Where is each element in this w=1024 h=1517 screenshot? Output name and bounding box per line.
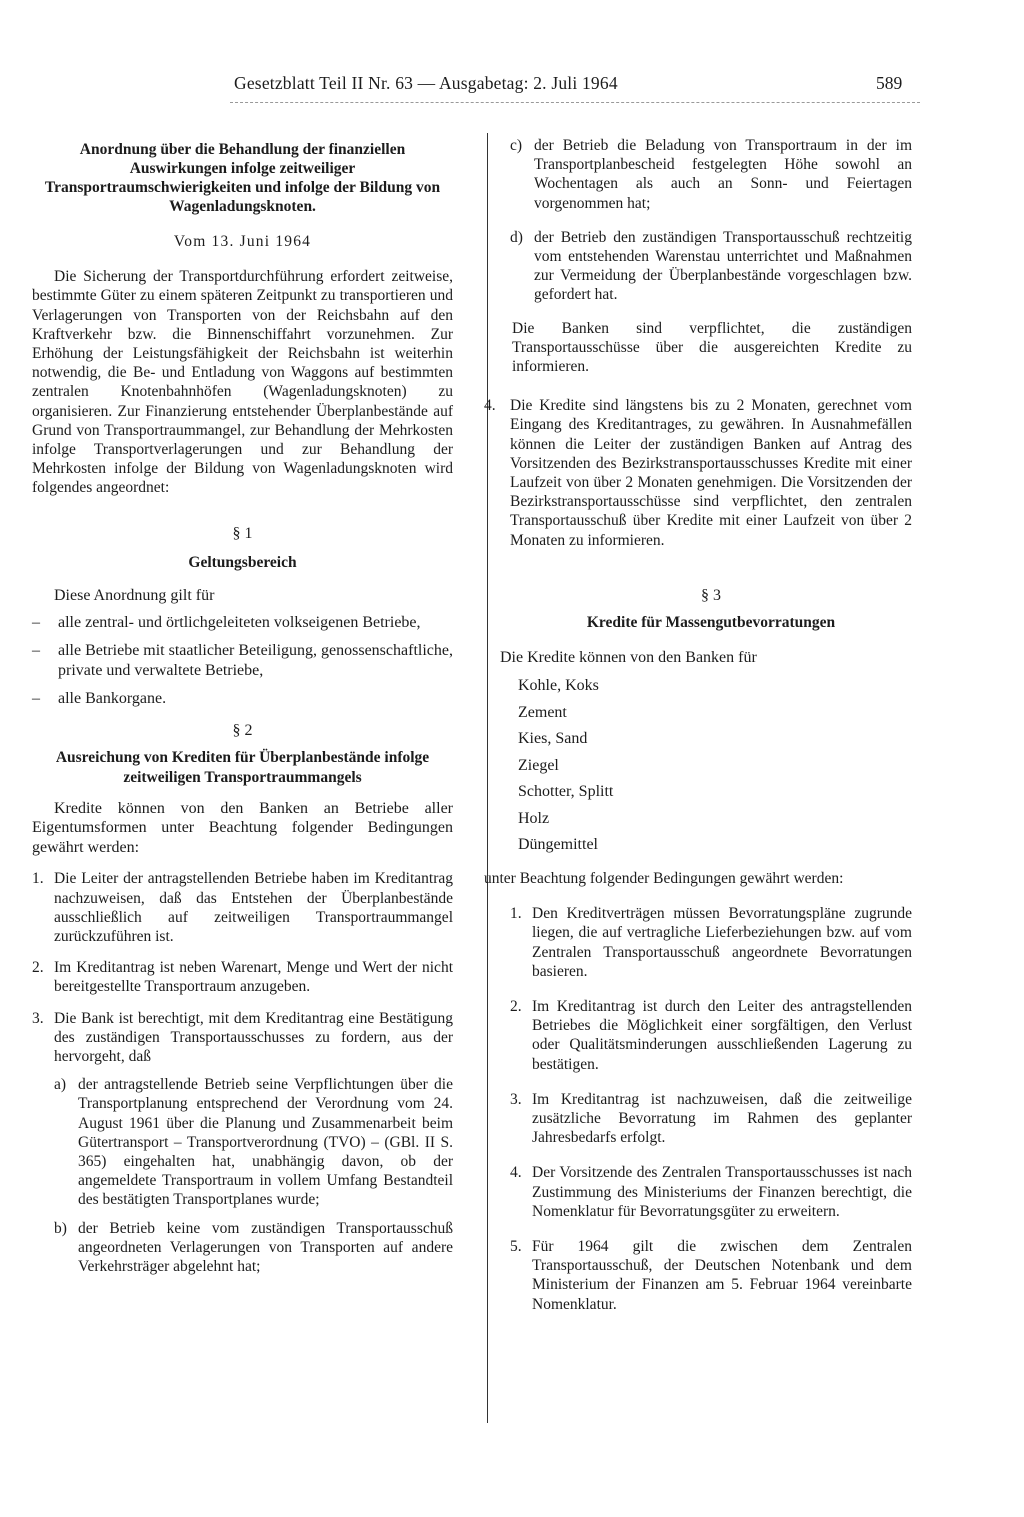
item-number: 1. [510, 905, 522, 923]
item-text: Die Bank ist berechtigt, mit dem Kreditantrag eine Bestätigung des zuständigen Transportausschusses zu fordern, aus der hervorgeht, daß [54, 1009, 453, 1065]
item-text: Im Kreditantrag ist nachzuweisen, daß die zeitweilige zusätzliche Bevorratung im Rahmen des geplanter Jahresbedarfs erfolgt. [532, 1090, 912, 1147]
header-rule [230, 102, 920, 103]
list-item [32, 689, 453, 709]
sub-item-letter: b) [54, 1219, 67, 1237]
list-item-text: alle zentral- und örtlichgeleiteten volkseigenen Betriebe, [58, 614, 421, 632]
goods-list [510, 673, 912, 859]
item-number: 2. [32, 959, 44, 977]
gazette-title: Gesetzblatt Teil II Nr. 63 — Ausgabetag: 2. Juli 1964 [234, 73, 618, 93]
numbered-item [510, 1237, 912, 1314]
goods-item: Kohle, Koks [518, 677, 599, 695]
left-column [32, 140, 453, 1276]
section-1-mark: § 1 [232, 524, 253, 542]
sub-item [54, 1219, 453, 1277]
section-2-heading: Ausreichung von Krediten für Überplanbestände infolge zeitweiligen Transportraummangels [55, 749, 430, 786]
item-number: 4. [484, 397, 496, 415]
section-3-mark: § 3 [701, 586, 721, 604]
item-text: Die Leiter der antragstellenden Betriebe haben im Kreditantrag nachzuweisen, daß das Entstehen der Überplanbestände ausschließlich auf zeitweiligen Transportraummangel zurückzuführen ist. [54, 870, 453, 945]
sub-item [510, 136, 912, 213]
sub-item-letter: c) [510, 137, 523, 154]
sub-item-letter: d) [510, 228, 523, 246]
item-text: Der Vorsitzende des Zentralen Transportausschusses ist nach Zustimmung des Ministeriums der Finanzen berechtigt, die Nomenklatur für Bevorratungsgüter zu erweitern. [532, 1164, 912, 1220]
goods-item: Holz [518, 809, 550, 827]
goods-item: Kies, Sand [518, 730, 588, 748]
section-2-mark: § 2 [232, 722, 253, 740]
page-header [0, 73, 1024, 97]
item-text: Die Kredite sind längstens bis zu 2 Monaten, gerechnet vom Eingang des Kreditantrages, zu gewähren. In Ausnahmefällen können die Leiter der zuständigen Banken auf Antrag des Vorsitzenden des Bezirkstransportausschusses Kredite mit einer Laufzeit von über 2 Monaten genehmigen. Die Vorsitzenden der Bezirkstransportausschüsse sind verpflichtet, den zentralen Transportausschuß über Kredite mit einer Laufzeit von über 2 Monaten zu informieren. [510, 397, 912, 549]
banks-note: Die Banken sind verpflichtet, die zuständigen Transportausschüsse über die ausgereichten Kredite zu informieren. [512, 319, 912, 376]
numbered-item [510, 997, 912, 1074]
numbered-item [32, 869, 453, 946]
list-item-text: alle Betriebe mit staatlicher Beteiligung, genossenschaftliche, private und verwaltete Betriebe, [58, 642, 453, 680]
numbered-item [32, 958, 453, 996]
conditions-lead: unter Beachtung folgender Bedingungen gewährt werden: [484, 869, 844, 887]
goods-item: Ziegel [518, 756, 559, 774]
sub-list [32, 1075, 453, 1276]
section-3-lead: Die Kredite können von den Banken für [500, 649, 757, 667]
sub-item-text: der Betrieb die Beladung von Transportraum in der im Transportplanbescheid festgelegten Höhe sowohl an Wochentagen als auch an Sonn- und Feiertagen vorgenommen hat; [534, 137, 912, 212]
item-number: 5. [510, 1238, 522, 1256]
goods-item: Zement [518, 703, 567, 721]
sub-item [510, 228, 912, 305]
section-2-lead: Kredite können von den Banken an Betriebe aller Eigentumsformen unter Beachtung folgender Bedingungen gewährt werden: [32, 799, 453, 856]
item-number: 2. [510, 997, 522, 1015]
page-number: 589 [876, 73, 903, 93]
dash-marker: – [32, 614, 40, 632]
list-item-text: alle Bankorgane. [58, 690, 167, 708]
preamble: Die Sicherung der Transportdurchführung erfordert zeitweise, bestimmte Güter zu einem späteren Zeitpunkt zu transportieren und Verlagerungen von Transporten von der Reichsbahn auf den Kraftverkehr bzw. die Binnenschiffahrt vorzunehmen. Zur Erhöhung der Leistungsfähigkeit der Reichsbahn ist weiterhin notwendig, die Be- und Entladung von Waggons auf bestimmten zentralen Knotenbahnhöfen (Wagenladungsknoten) zu organisieren. Zur Finanzierung entstehender Überplanbestände auf Grund von Transportraummangel, zur Behandlung der Mehrkosten infolge Transportverlagerungen und zur Behandlung der Mehrkosten infolge der Bildung von Wagenladungsknoten wird folgendes angeordnet: [32, 268, 453, 497]
document-title: Anordnung über die Behandlung der finanziellen Auswirkungen infolge zeitweiliger Transportraumschwierigkeiten und infolge der Bildung von Wagenladungsknoten. [44, 141, 441, 215]
item-text: Im Kreditantrag ist durch den Leiter des antragstellenden Betriebes die Möglichkeit einer sorgfältigen, den Verlust oder Qualitätsminderungen ausschließenden Lagerung zu bestätigen. [532, 997, 912, 1073]
sub-item-text: der antragstellende Betrieb seine Verpflichtungen über die Transportplanung entsprechend der Verordnung vom 24. August 1961 über die Planung und Zusammenarbeit beim Gütertransport – Transportverordnung (TVO) – (GBl. II S. 365) eingehalten hat, unabhängig davon, ob der angemeldete Transportraum in vollem Umfang Bestandteil des bestätigten Transportplanes wurde; [78, 1076, 453, 1209]
section-1-heading: Geltungsbereich [188, 553, 297, 571]
goods-item: Düngemittel [518, 836, 598, 854]
item-number: 4. [510, 1164, 522, 1182]
numbered-item [484, 396, 912, 550]
item-text: Im Kreditantrag ist neben Warenart, Menge und Wert der nicht bereitgestellte Transportraum anzugeben. [54, 959, 453, 996]
numbered-item [510, 904, 912, 981]
item-text: Für 1964 gilt die zwischen dem Zentralen Transportausschuß, der Deutschen Notenbank und dem Ministerium der Finanzen am 5. Februar 1964 vereinbarte Nomenklatur. [532, 1238, 912, 1313]
goods-item: Schotter, Splitt [518, 783, 614, 801]
dash-marker: – [32, 642, 40, 660]
list-item [32, 613, 453, 633]
right-column [484, 136, 912, 1314]
numbered-item [510, 1163, 912, 1221]
sub-item-text: der Betrieb keine vom zuständigen Transportausschuß angeordneten Verlagerungen von Transporten auf andere Verkehrsträger abgelehnt hat; [78, 1219, 453, 1276]
sub-item-letter: a) [54, 1076, 67, 1094]
sub-item [54, 1075, 453, 1209]
document-date: Vom 13. Juni 1964 [173, 233, 312, 250]
numbered-item [32, 1009, 453, 1067]
section-3-heading: Kredite für Massengutbevorratungen [586, 614, 836, 632]
section-1-lead: Diese Anordnung gilt für [54, 587, 215, 605]
item-text: Den Kreditverträgen müssen Bevorratungspläne zugrunde liegen, die auf vertragliche Lieferbeziehungen bzw. auf vom Zentralen Transportausschuß angeordnete Bevorratungen basieren. [532, 905, 912, 980]
list-item [32, 641, 453, 681]
item-number: 1. [32, 870, 44, 888]
dash-marker: – [32, 690, 40, 708]
sub-item-text: der Betrieb den zuständigen Transportausschuß rechtzeitig vom entstehenden Warenstau unterrichtet und Maßnahmen zur Vermeidung der Überplanbestände vorgeschlagen bzw. gefordert hat. [534, 228, 912, 304]
item-number: 3. [32, 1009, 44, 1027]
numbered-item [510, 1090, 912, 1148]
column-divider [487, 133, 488, 1423]
item-number: 3. [510, 1090, 522, 1108]
